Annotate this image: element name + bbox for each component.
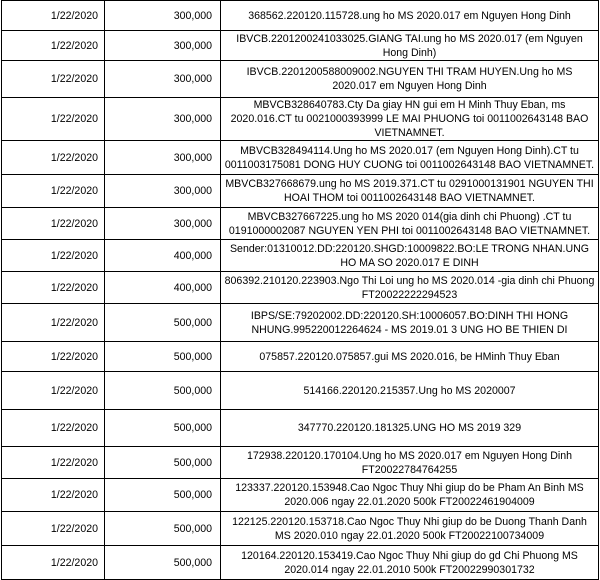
date-cell: 1/22/2020 [2,546,105,580]
table-body [2,1,599,580]
date-cell: 1/22/2020 [2,98,105,141]
table-row [2,372,599,410]
table-row [2,447,599,479]
amount-cell: 300,000 [105,208,221,240]
description-cell: MBVCB327667225.ung ho MS 2020 014(gia dinh chi Phuong) .CT tu 0191000002087 NGUYEN YEN PHI toi 0011002643148 BAO VIETNAMNET. [221,208,599,240]
amount-cell: 500,000 [105,410,221,447]
date-cell: 1/22/2020 [2,447,105,479]
table-row [2,272,599,304]
description-cell: 514166.220120.215357.Ung ho MS 2020007 [221,372,599,410]
table-row [2,141,599,175]
amount-cell: 500,000 [105,512,221,546]
amount-cell: 300,000 [105,175,221,208]
date-cell: 1/22/2020 [2,304,105,342]
description-cell: IBVCB.2201200241033025.GIANG TAI.ung ho MS 2020.017 (em Nguyen Hong Dinh) [221,31,599,61]
amount-cell: 500,000 [105,342,221,372]
table-row [2,61,599,98]
amount-cell: 400,000 [105,240,221,272]
description-cell: IBVCB.2201200588009002.NGUYEN THI TRAM HUYEN.Ung ho MS 2020.017 em Nguyen Hong Dinh [221,61,599,98]
date-cell: 1/22/2020 [2,272,105,304]
table-row [2,175,599,208]
description-cell: MBVCB328494114.Ung ho MS 2020.017 (em Nguyen Hong Dinh).CT tu 0011003175081 DONG HUY CUONG toi 0011002643148 BAO VIETNAMNET. [221,141,599,175]
table-row [2,342,599,372]
description-cell: 122125.220120.153718.Cao Ngoc Thuy Nhi giup do be Duong Thanh Danh MS 2020.010 ngay 22.01.2020 500k FT20022100734009 [221,512,599,546]
amount-cell: 500,000 [105,372,221,410]
date-cell: 1/22/2020 [2,410,105,447]
date-cell: 1/22/2020 [2,372,105,410]
amount-cell: 300,000 [105,1,221,31]
amount-cell: 400,000 [105,272,221,304]
description-cell: 368562.220120.115728.ung ho MS 2020.017 em Nguyen Hong Dinh [221,1,599,31]
description-cell: 123337.220120.153948.Cao Ngoc Thuy Nhi giup do be Pham An Binh MS 2020.006 ngay 22.01.2020 500k FT20022461904009 [221,479,599,512]
description-cell: IBPS/SE:79202002.DD:220120.SH:10006057.BO:DINH THI HONG NHUNG.995220012264624 - MS 2019.01 3 UNG HO BE THIEN DI [221,304,599,342]
date-cell: 1/22/2020 [2,61,105,98]
table-row [2,31,599,61]
date-cell: 1/22/2020 [2,31,105,61]
date-cell: 1/22/2020 [2,342,105,372]
date-cell: 1/22/2020 [2,512,105,546]
table-row [2,479,599,512]
description-cell: MBVCB328640783.Cty Da giay HN gui em H Minh Thuy Eban, ms 2020.016.CT tu 0021000393999 LE MAI PHUONG toi 0011002643148 BAO VIETNAMNET. [221,98,599,141]
table-row [2,1,599,31]
table-row [2,512,599,546]
date-cell: 1/22/2020 [2,1,105,31]
table-row [2,98,599,141]
table-row [2,410,599,447]
amount-cell: 500,000 [105,304,221,342]
description-cell: 347770.220120.181325.UNG HO MS 2019 329 [221,410,599,447]
date-cell: 1/22/2020 [2,240,105,272]
date-cell: 1/22/2020 [2,208,105,240]
description-cell: 172938.220120.170104.Ung ho MS 2020.017 em Nguyen Hong Dinh FT20022784764255 [221,447,599,479]
description-cell: 075857.220120.075857.gui MS 2020.016, be HMinh Thuy Eban [221,342,599,372]
description-cell: 120164.220120.153419.Cao Ngoc Thuy Nhi giup do gd Chi Phuong MS 2020.014 ngay 22.01.2010 500k FT20022990301732 [221,546,599,580]
amount-cell: 300,000 [105,31,221,61]
amount-cell: 500,000 [105,479,221,512]
amount-cell: 300,000 [105,141,221,175]
transactions-table [1,0,599,580]
date-cell: 1/22/2020 [2,141,105,175]
date-cell: 1/22/2020 [2,175,105,208]
amount-cell: 300,000 [105,98,221,141]
amount-cell: 300,000 [105,61,221,98]
amount-cell: 500,000 [105,447,221,479]
table-row [2,208,599,240]
table-row [2,240,599,272]
description-cell: MBVCB327668679.ung ho MS 2019.371.CT tu 0291000131901 NGUYEN THI HOAI THOM toi 0011002643148 BAO VIETNAMNET. [221,175,599,208]
table-row [2,304,599,342]
description-cell: 806392.210120.223903.Ngo Thi Loi ung ho MS 2020.014 -gia dinh chi Phuong FT20022222294523 [221,272,599,304]
table-row [2,546,599,580]
date-cell: 1/22/2020 [2,479,105,512]
description-cell: Sender:01310012.DD:220120.SHGD:10009822.BO:LE TRONG NHAN.UNG HO MA SO 2020.017 E DINH [221,240,599,272]
amount-cell: 500,000 [105,546,221,580]
